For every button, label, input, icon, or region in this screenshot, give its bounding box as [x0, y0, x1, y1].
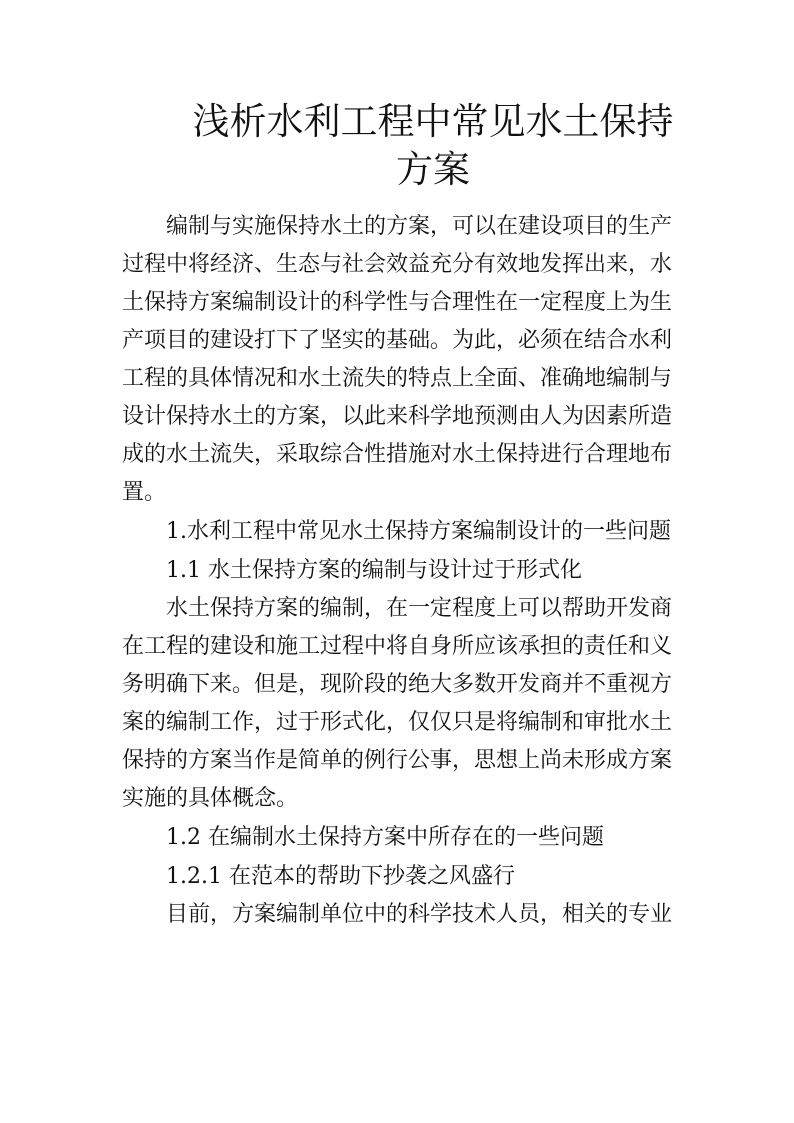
title-line-1: 浅析水利工程中常见水土保持 — [192, 100, 674, 143]
title-line-2: 方案 — [396, 148, 470, 191]
paragraph-line: 在工程的建设和施工过程中将自身所应该承担的责任和义 — [122, 634, 673, 659]
paragraph-line: 过程中将经济、生态与社会效益充分有效地发挥出来，水 — [122, 252, 673, 277]
document-body — [122, 208, 673, 934]
paragraph-line: 目前，方案编制单位中的科学技术人员，相关的专业 — [122, 902, 673, 927]
paragraph-line: 设计保持水土的方案，以此来科学地预测由人为因素所造 — [122, 404, 673, 429]
paragraph-intro — [122, 208, 673, 512]
paragraph-line: 产项目的建设打下了坚实的基础。为此，必须在结合水利 — [122, 328, 673, 353]
paragraph-current — [122, 896, 673, 934]
section-heading-1: 1.水利工程中常见水土保持方案编制设计的一些问题 — [122, 519, 671, 544]
paragraph-line: 土保持方案编制设计的科学性与合理性在一定程度上为生 — [122, 290, 673, 315]
paragraph-line: 成的水土流失，采取综合性措施对水土保持进行合理地布 — [122, 442, 673, 467]
section-heading-1-1: 1.1 水土保持方案的编制与设计过于形式化 — [122, 558, 582, 583]
paragraph-line: 水土保持方案的编制，在一定程度上可以帮助开发商 — [122, 596, 673, 621]
paragraph-line: 工程的具体情况和水土流失的特点上全面、准确地编制与 — [122, 366, 673, 391]
paragraph-line: 保持的方案当作是简单的例行公事，思想上尚未形成方案 — [122, 748, 673, 773]
paragraph-line: 务明确下来。但是，现阶段的绝大多数开发商并不重视方 — [122, 672, 673, 697]
section-heading-1-2: 1.2 在编制水土保持方案中所存在的一些问题 — [122, 825, 604, 850]
paragraph-line: 实施的具体概念。 — [122, 786, 299, 811]
paragraph-formalism — [122, 590, 673, 818]
document-title — [140, 98, 726, 194]
paragraph-line: 编制与实施保持水土的方案，可以在建设项目的生产 — [122, 214, 673, 239]
paragraph-line: 案的编制工作，过于形式化，仅仅只是将编制和审批水土 — [122, 710, 673, 735]
paragraph-line: 置。 — [122, 480, 167, 505]
section-heading-1-2-1: 1.2.1 在范本的帮助下抄袭之风盛行 — [122, 864, 515, 889]
